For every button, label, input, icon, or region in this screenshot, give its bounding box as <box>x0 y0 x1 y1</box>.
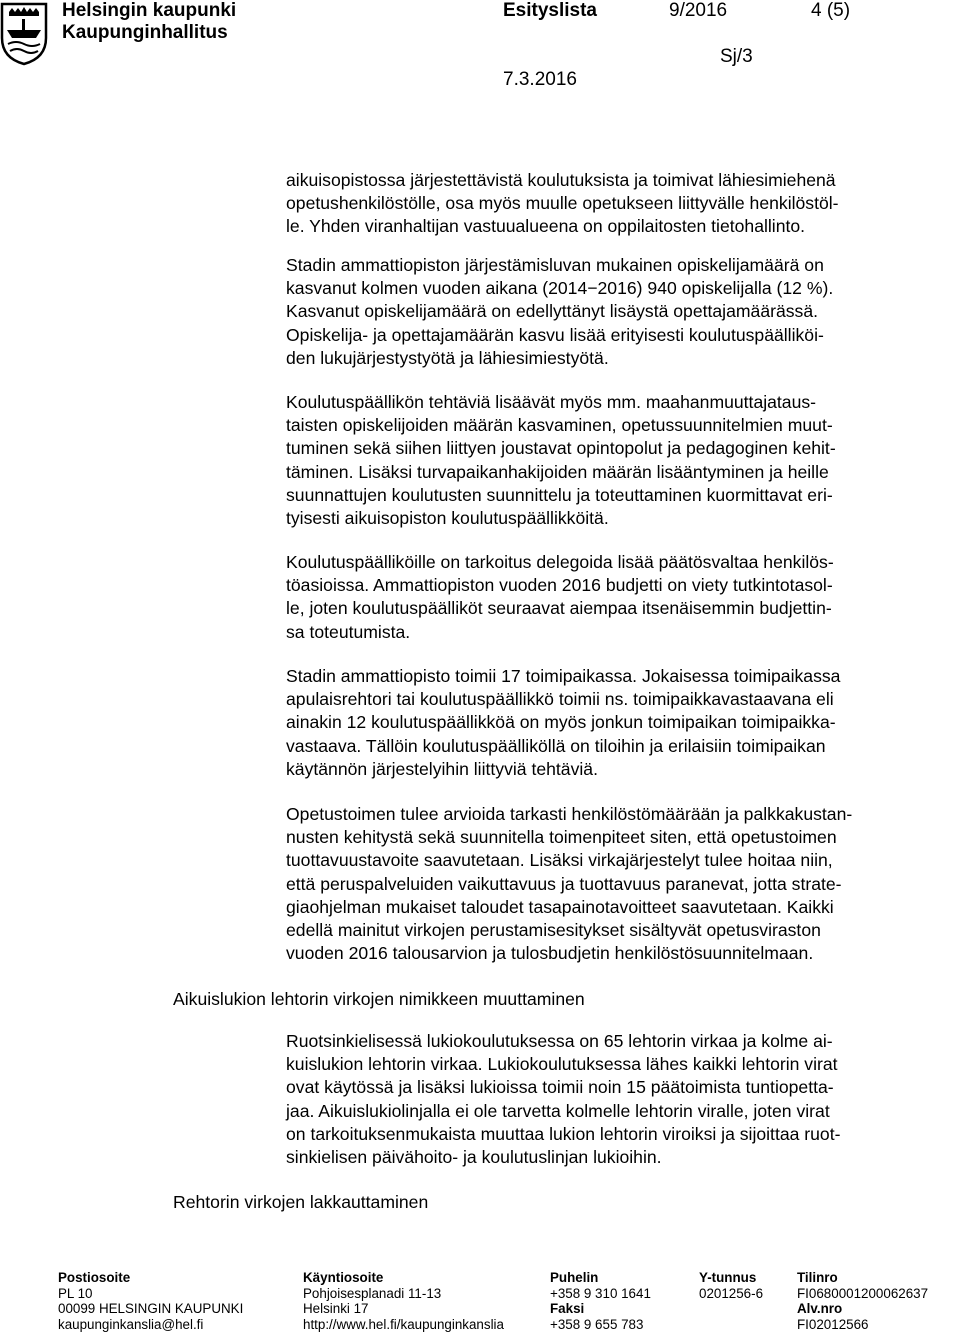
vat-label: Alv.nro <box>797 1301 843 1317</box>
phone-number: +358 9 310 1641 <box>550 1285 651 1301</box>
visiting-address-label: Käyntiosoite <box>303 1270 384 1285</box>
postal-box: PL 10 <box>58 1285 93 1301</box>
footer-visiting-address <box>303 1270 504 1332</box>
paragraph-4: Koulutuspäälliköille on tarkoitus delegoida lisää päätösvaltaa henkilös- töasioissa. Ammattiopiston vuoden 2016 budjetti on viety tutkintotasol- le, joten koulutuspäälliköt seuraavat aiempaa itsenäisemmin budjettin- sa toteutumista. <box>286 552 834 642</box>
account-label: Tilinro <box>797 1270 838 1285</box>
account-number: FI0680001200062637 <box>797 1285 929 1301</box>
footer-phone <box>550 1270 651 1332</box>
body-name: Kaupunginhallitus <box>62 22 228 43</box>
business-id: 0201256-6 <box>699 1285 764 1301</box>
fax-label: Faksi <box>550 1301 585 1317</box>
city: Helsinki 17 <box>303 1301 369 1317</box>
website-link[interactable]: http://www.hel.fi/kaupunginkanslia <box>303 1316 504 1332</box>
doc-type: Esityslista <box>503 0 597 21</box>
footer-postal-address <box>58 1270 243 1332</box>
section-code: Sj/3 <box>720 46 753 67</box>
helsinki-crest-logo <box>0 0 48 66</box>
paragraph-2: Stadin ammattiopiston järjestämisluvan mukainen opiskelijamäärä on kasvanut kolmen vuoden aikana (2014−2016) 940 opiskelijalla (12 %). Kasvanut opiskelijamäärä on edellyttänyt lisäystä opettajamäärässä. Opiskelija- ja opettajamäärän kasvu lisää erityisesti koulutuspäälliköi- den lukujärjestystyötä ja lähiesimiestyötä. <box>286 255 834 368</box>
section-heading-1: Aikuislukion lehtorin virkojen nimikkeen muuttaminen <box>173 989 585 1009</box>
postal-code-city: 00099 HELSINGIN KAUPUNKI <box>58 1301 244 1317</box>
email-link[interactable]: kaupunginkanslia@hel.fi <box>58 1316 204 1332</box>
paragraph-7: Ruotsinkielisessä lukiokoulutuksessa on 65 lehtorin virkaa ja kolme ai- kuislukion lehtorin virkaa. Lukiokoulutuksessa lähes kaikki lehtorin virat ovat käytössä ja lisäksi lukioissa toimii noin 15 päätoimista tuntiopetta- jaa. Aikuislukiolinjalla ei ole tarvetta kolmelle lehtorin viralle, joten virat on tarkoituksenmukaista muuttaa lukion lehtorin viroiksi ja sijoittaa ruot- sinkielisen päivähoito- ja koulutuslinjan lukioihin. <box>286 1031 841 1168</box>
fax-number: +358 9 655 783 <box>550 1316 644 1332</box>
paragraph-3: Koulutuspäällikön tehtäviä lisäävät myös mm. maahanmuuttajataus- taisten opiskelijoiden määrän kasvaminen, opetussuunnitelmien muut- tuminen sekä siihen liittyen joustavat opintopolut ja pedagoginen kehit- täminen. Lisäksi turvapaikanhakijoiden määrän lisääntyminen ja heille suunnattujen koulutusten suunnittelu ja toteuttaminen kuormittavat eri- tyisesti aikuisopiston koulutuspäällikköitä. <box>286 392 836 529</box>
footer-business-id <box>699 1270 763 1301</box>
org-name: Helsingin kaupunki <box>62 0 237 21</box>
paragraph-5: Stadin ammattiopisto toimii 17 toimipaikassa. Jokaisessa toimipaikassa apulaisrehtori tai koulutuspäällikkö toimii ns. toimipaikkavastaavana eli ainakin 12 koulutuspäällikköä on myös jonkun toimipaikan toimipaikka- vastaava. Tällöin koulutuspäälliköllä on tiloihin ja erilaisiin toimipaikan käytännön järjestelyihin liittyviä tehtäviä. <box>286 666 841 779</box>
footer-account <box>797 1270 928 1332</box>
postal-address-label: Postiosoite <box>58 1270 131 1285</box>
page-number: 4 (5) <box>811 0 851 21</box>
section-heading-2: Rehtorin virkojen lakkauttaminen <box>173 1192 429 1212</box>
meeting-date: 7.3.2016 <box>503 69 577 90</box>
paragraph-6: Opetustoimen tulee arvioida tarkasti henkilöstömäärään ja palkkakustan- nusten kehitystä sekä suunnitella toimenpiteet siten, että opetustoimen tuottavuustavoite saavutetaan. Lisäksi virkajärjestelyt tulee hoitaa niin, että peruspalveluiden vaikuttavuus ja tuottavuus paranevat, jotta strate- giaohjelman mukaiset taloudet tasapainotavoitteet saavutetaan. Kaikki edellä mainitut virkojen perustamisesitykset sisältyvät opetusviraston vuoden 2016 talousarvion ja tulosbudjetin henkilöstösuunnitelmaan. <box>286 804 853 964</box>
paragraph-1: aikuisopistossa järjestettävistä koulutuksista ja toimivat lähiesimiehenä opetushenkilöstölle, osa myös muulle opetukseen liittyvälle henkilöstöl- le. Yhden viranhaltijan vastuualueena on oppilaitosten tietohallinto. <box>286 170 839 237</box>
business-id-label: Y-tunnus <box>699 1270 757 1285</box>
phone-label: Puhelin <box>550 1270 599 1285</box>
street-address: Pohjoisesplanadi 11-13 <box>303 1285 442 1301</box>
doc-number: 9/2016 <box>669 0 728 21</box>
vat-number: FI02012566 <box>797 1316 869 1332</box>
